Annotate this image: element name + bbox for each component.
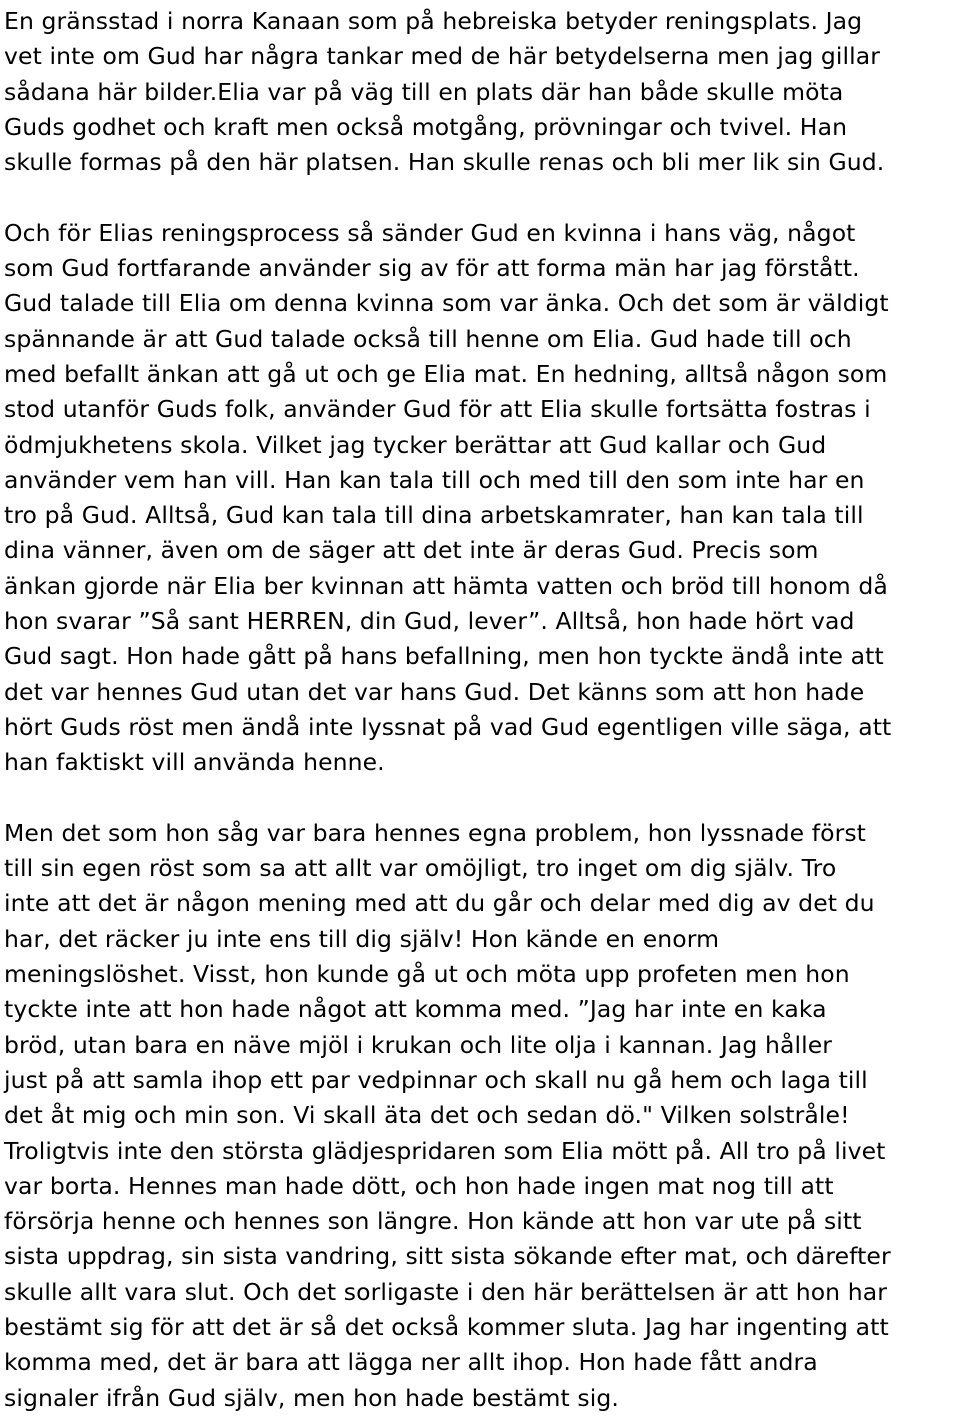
text-line: vet inte om Gud har några tankar med de här betydelserna men jag gillar (4, 42, 881, 71)
paragraph-1 (4, 4, 956, 180)
text-line: komma med, det är bara att lägga ner allt ihop. Hon hade fått andra (4, 1348, 818, 1377)
text-line: tro på Gud. Alltså, Gud kan tala till dina arbetskamrater, han kan tala till (4, 501, 864, 530)
text-line: sådana här bilder.Elia var på väg till en plats där han både skulle möta (4, 77, 844, 106)
text-line: Och för Elias reningsprocess så sänder Gud en kvinna i hans väg, något (4, 218, 856, 247)
text-line: hört Guds röst men ändå inte lyssnat på vad Gud egentligen ville säga, att (4, 712, 892, 741)
text-line: som Gud fortfarande använder sig av för att forma män har jag förstått. (4, 254, 860, 283)
paragraph-2 (4, 216, 956, 781)
text-line: Gud sagt. Hon hade gått på hans befallning, men hon tyckte ändå inte att (4, 642, 884, 671)
text-line: han faktiskt vill använda henne. (4, 748, 385, 777)
paragraph-gap (4, 781, 956, 816)
text-line: just på att samla ihop ett par vedpinnar och skall nu gå hem och laga till (4, 1065, 868, 1094)
text-line: änkan gjorde när Elia ber kvinnan att hämta vatten och bröd till honom då (4, 571, 888, 600)
text-line: ödmjukhetens skola. Vilket jag tycker berättar att Gud kallar och Gud (4, 430, 827, 459)
document-page (4, 4, 956, 1416)
text-line: har, det räcker ju inte ens till dig själv! Hon kände en enorm (4, 924, 720, 953)
text-line: skulle formas på den här platsen. Han skulle renas och bli mer lik sin Gud. (4, 148, 885, 177)
text-line: bröd, utan bara en näve mjöl i krukan och lite olja i kannan. Jag håller (4, 1030, 833, 1059)
text-line: Troligtvis inte den största glädjespridaren som Elia mött på. All tro på livet (4, 1136, 886, 1165)
text-line: stod utanför Guds folk, använder Gud för att Elia skulle fortsätta fostras i (4, 395, 871, 424)
text-line: skulle allt vara slut. Och det sorligaste i den här berättelsen är att hon har (4, 1277, 888, 1306)
text-line: En gränsstad i norra Kanaan som på hebreiska betyder reningsplats. Jag (4, 7, 863, 35)
paragraph-3 (4, 816, 956, 1416)
text-line: Gud talade till Elia om denna kvinna som var änka. Och det som är väldigt (4, 289, 889, 318)
text-line: sista uppdrag, sin sista vandring, sitt sista sökande efter mat, och därefter (4, 1242, 891, 1271)
text-line: bestämt sig för att det är så det också kommer sluta. Jag har ingenting att (4, 1312, 889, 1341)
text-line: dina vänner, även om de säger att det inte är deras Gud. Precis som (4, 536, 819, 565)
text-line: tyckte inte att hon hade något att komma med. ”Jag har inte en kaka (4, 995, 827, 1024)
text-line: till sin egen röst som sa att allt var omöjligt, tro inget om dig själv. Tro (4, 854, 837, 883)
paragraph-gap (4, 180, 956, 215)
text-line: försörja henne och hennes son längre. Hon kände att hon var ute på sitt (4, 1207, 862, 1236)
text-line: det åt mig och min son. Vi skall äta det och sedan dö." Vilken solstråle! (4, 1101, 850, 1130)
text-line: använder vem han vill. Han kan tala till och med till den som inte har en (4, 465, 865, 494)
text-line: det var hennes Gud utan det var hans Gud. Det känns som att hon hade (4, 677, 865, 706)
text-line: med befallt änkan att gå ut och ge Elia mat. En hedning, alltså någon som (4, 359, 888, 388)
text-line: signaler ifrån Gud själv, men hon hade bestämt sig. (4, 1383, 619, 1412)
text-line: spännande är att Gud talade också till henne om Elia. Gud hade till och (4, 324, 852, 353)
text-line: Men det som hon såg var bara hennes egna problem, hon lyssnade först (4, 818, 866, 847)
text-line: inte att det är någon mening med att du går och delar med dig av det du (4, 889, 875, 918)
text-line: hon svarar ”Så sant HERREN, din Gud, lever”. Alltså, hon hade hört vad (4, 607, 855, 636)
text-line: Guds godhet och kraft men också motgång, prövningar och tvivel. Han (4, 112, 848, 141)
text-line: meningslöshet. Visst, hon kunde gå ut och möta upp profeten men hon (4, 960, 850, 989)
text-line: var borta. Hennes man hade dött, och hon hade ingen mat nog till att (4, 1171, 834, 1200)
